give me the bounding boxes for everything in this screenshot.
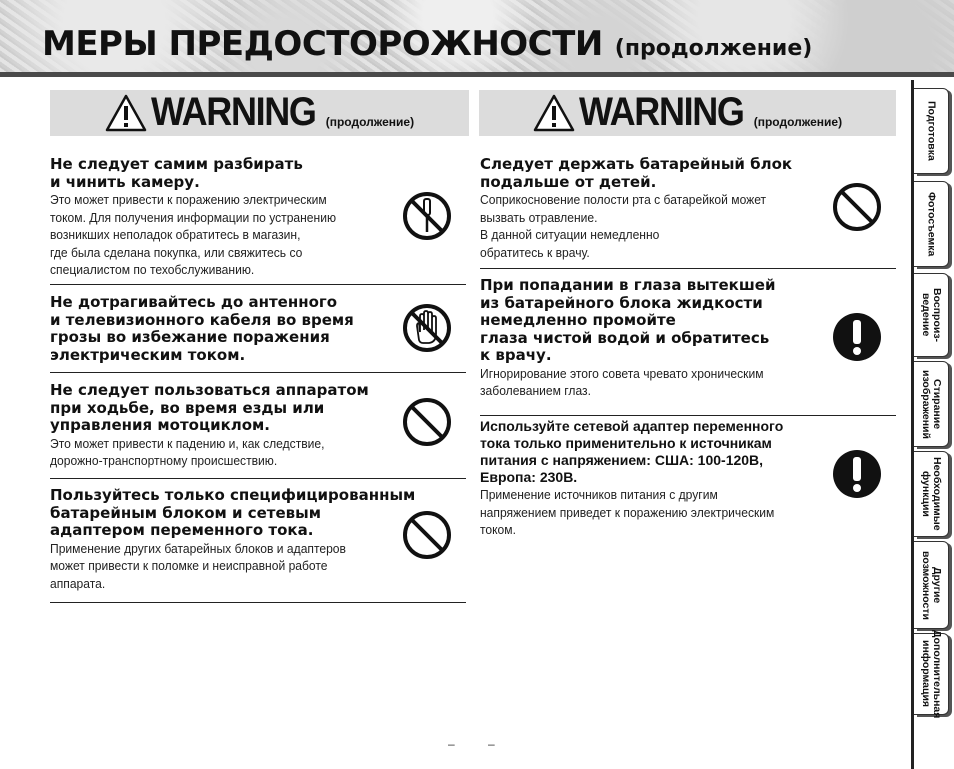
item-body: Игнорирование этого совета чревато хроническим заболеванием глаз. [480,365,764,398]
tab-label: Другие возможности [920,550,943,620]
item-title: При попадании в глаза вытекшей из батарейного блока жидкости немедленно промойте глаза чистой водой и обратитесь к врачу. [480,276,776,364]
item-body: Соприкосновение полости рта с батарейкой может вызвать отравление. В данной ситуации немедленно обратитесь к врачу. [480,192,767,260]
warning-item-antenna [50,294,466,373]
tab-additional-info[interactable] [914,629,949,719]
item-title: Не следует пользоваться аппаратом при ходьбе, во время езды или управления мотоциклом. [50,381,369,434]
item-title: Пользуйтесь только специфицированным батарейным блоком и сетевым адаптером переменного тока. [50,486,416,539]
tab-label: Подготовка [925,101,938,161]
tab-preparation[interactable] [914,88,949,174]
no-disassemble-icon [401,190,453,242]
prohibited-icon [401,509,453,561]
page-numbers: – – [448,737,495,751]
tab-label: Воспроиз- ведение [920,287,943,343]
item-title: Используйте сетевой адаптер переменного тока только применительно к источникам питания с напряжением: США: 100-120В, Европа: 230В. [480,418,784,485]
page-title-text: МЕРЫ ПРЕДОСТОРОЖНОСТИ [42,24,603,64]
chapter-tabs [914,82,954,722]
item-title: Следует держать батарейный блок подальше от детей. [480,155,793,191]
warning-item-ac-adapter [480,418,896,542]
tab-label: Необходимые функции [920,457,943,531]
item-body: Применение источников питания с другим напряжением приведет к поражению электрическим током. [480,487,775,537]
item-title: Не дотрагивайтесь до антенного и телевизионного кабеля во время грозы во избежание поражения электрическим током. [50,293,354,364]
tab-essential-functions[interactable] [914,451,949,537]
warning-item-eyes [480,277,896,416]
tab-shooting[interactable] [914,181,949,267]
warning-item-driving [50,382,466,479]
prohibited-icon [831,181,883,233]
tab-label: Стирание изображений [920,369,943,439]
warning-heading: WARNING [150,90,316,134]
page-subtitle: (продолжение) [614,36,813,61]
item-body: Применение других батарейных блоков и адаптеров может привести к поломке и неисправной работе аппарата. [50,540,346,591]
warning-continued: (продолжение) [325,115,415,129]
item-body: Это может привести к поражению электрическим током. Для получения информации по устранению возникших неполадок обратитесь в магазин, где была сделана покупка, или свяжитесь со специалистом по техобслуживанию. [50,192,337,277]
page-title [42,24,812,64]
tab-other-features[interactable] [914,541,949,629]
header-divider [0,72,954,77]
warning-triangle-icon [105,94,147,132]
tab-playback[interactable] [914,273,949,357]
item-body: Это может привести к падению и, как следствие, дорожно-транспортному происшествию. [50,435,325,468]
warning-banner-right [479,90,896,136]
warning-banner-left [50,90,469,136]
mandatory-icon [831,448,883,500]
warning-item-children [480,156,896,269]
tab-label: Дополнительная информация [920,629,943,719]
warning-triangle-icon [533,94,575,132]
tab-erasing[interactable] [914,361,949,447]
warning-heading: WARNING [578,90,744,134]
item-title: Не следует самим разбирать и чинить камеру. [50,155,303,191]
prohibited-icon [401,396,453,448]
warning-item-battery-adapter [50,487,466,603]
mandatory-icon [831,311,883,363]
warning-continued: (продолжение) [753,115,843,129]
no-touch-icon [401,302,453,354]
tab-label: Фотосъемка [925,191,938,257]
warning-item-disassemble [50,156,466,285]
